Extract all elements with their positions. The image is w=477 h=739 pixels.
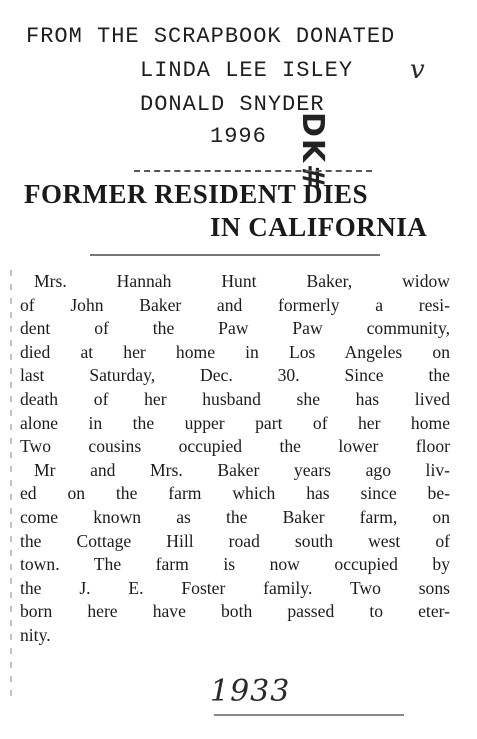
column-margin <box>10 270 12 700</box>
article-line: last Saturday, Dec. 30. Since the <box>20 365 450 386</box>
headline-line-1: FORMER RESIDENT DIES <box>24 179 369 209</box>
handwritten-year: 1933 <box>210 674 291 709</box>
article-line: alone in the upper part of her home <box>20 412 450 433</box>
headline-line-2: IN CALIFORNIA <box>210 212 428 242</box>
article-line: dent of the Paw Paw community, <box>20 318 450 339</box>
scrapbook-note-year: 1996 <box>210 124 267 149</box>
article-body <box>20 270 450 648</box>
scrapbook-note-line-1: FROM THE SCRAPBOOK DONATED <box>26 24 396 49</box>
handwritten-check-mark: v <box>410 55 425 85</box>
article-line: Mr and Mrs. Baker years ago liv- <box>34 459 450 480</box>
scrapbook-note-line-2: LINDA LEE ISLEY <box>140 58 354 83</box>
article-line: the Cottage Hill road south west of <box>20 530 450 551</box>
article-line: died at her home in Los Angeles on <box>20 341 450 362</box>
separator-rule <box>134 170 372 172</box>
article-line: of John Baker and formerly a resi- <box>20 294 450 315</box>
article-line: the J. E. Foster family. Two sons <box>20 577 450 598</box>
article-line: come known as the Baker farm, on <box>20 506 450 527</box>
article-line: death of her husband she has lived <box>20 388 450 409</box>
article-line: Mrs. Hannah Hunt Baker, widow <box>34 271 450 291</box>
article-line: town. The farm is now occupied by <box>20 554 450 575</box>
article-line: nity. <box>20 624 51 645</box>
article-line: Two cousins occupied the lower floor <box>20 436 450 457</box>
headline-rule <box>90 254 380 256</box>
article-line: ed on the farm which has since be- <box>20 483 450 504</box>
scrapbook-note-line-3: DONALD SNYDER <box>140 92 325 117</box>
handwritten-dk-mark: DK# <box>295 112 330 192</box>
article-line: born here have both passed to eter- <box>20 601 450 622</box>
bottom-rule <box>214 714 404 716</box>
